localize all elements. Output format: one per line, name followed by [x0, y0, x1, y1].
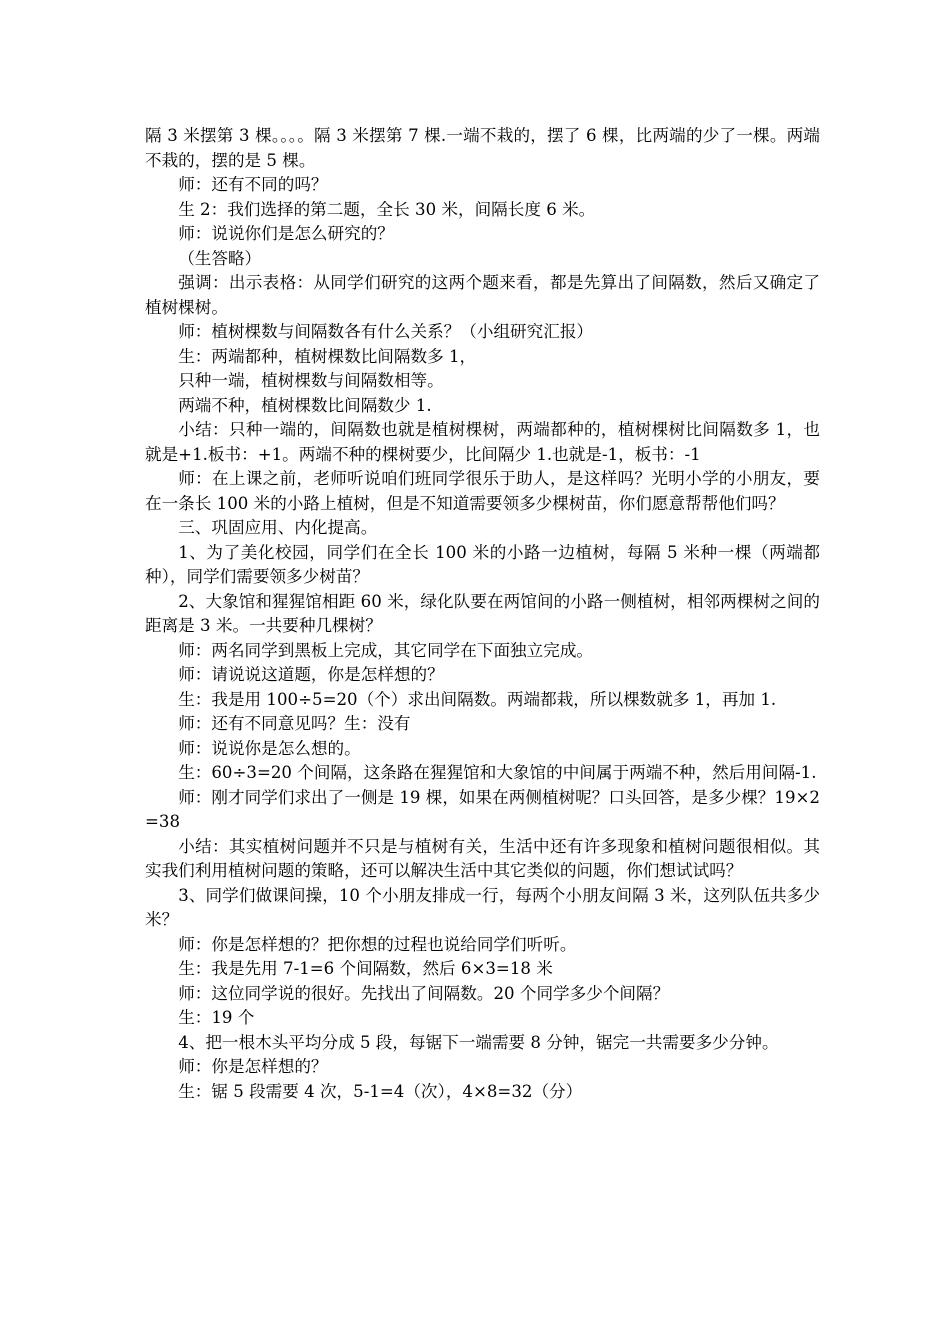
- paragraph: 师：刚才同学们求出了一侧是 19 棵，如果在两侧植树呢？口头回答，是多少棵？19×2=38: [145, 787, 820, 831]
- paragraph: 3、同学们做课间操，10 个小朋友排成一行，每两个小朋友间隔 3 米，这列队伍共多少米？: [145, 885, 820, 929]
- paragraph: 师：两名同学到黑板上完成，其它同学在下面独立完成。: [178, 640, 594, 660]
- paragraph: 生：19 个: [178, 1008, 255, 1027]
- document-body: [145, 124, 820, 1104]
- paragraph: 2、大象馆和猩猩馆相距 60 米，绿化队要在两馆间的小路一侧植树，相邻两棵树之间的距离是 3 米。一共要种几棵树？: [145, 591, 820, 635]
- paragraph: 师：请说说这道题，你是怎样想的？: [178, 665, 444, 684]
- paragraph: 强调：出示表格：从同学们研究的这两个题来看，都是先算出了间隔数，然后又确定了植树棵树。: [145, 273, 820, 317]
- paragraph: 师：说说你们是怎么研究的？: [178, 224, 394, 243]
- paragraph: 小结：只种一端的，间隔数也就是植树棵树，两端都种的，植树棵树比间隔数多 1，也就是+1.板书：+1。两端不种的棵树要少，比间隔少 1.也就是-1，板书：-1: [145, 420, 820, 464]
- paragraph: 师：这位同学说的很好。先找出了间隔数。20 个同学多少个间隔？: [178, 983, 670, 1003]
- paragraph: 生：60÷3=20 个间隔，这条路在猩猩馆和大象馆的中间属于两端不种，然后用间隔-1.: [178, 763, 817, 782]
- paragraph: 生：我是先用 7-1=6 个间隔数，然后 6×3=18 米: [178, 959, 553, 978]
- paragraph: 生 2：我们选择的第二题，全长 30 米，间隔长度 6 米。: [178, 199, 596, 219]
- paragraph: 生：锯 5 段需要 4 次，5-1=4（次），4×8=32（分）: [178, 1081, 583, 1101]
- paragraph: 师：还有不同意见吗？生：没有: [178, 714, 411, 733]
- paragraph: 师：说说你是怎么想的。: [178, 738, 361, 758]
- paragraph: 师：你是怎样想的？把你想的过程也说给同学们听听。: [178, 934, 577, 954]
- paragraph: 生：我是用 100÷5=20（个）求出间隔数。两端都栽，所以棵数就多 1，再加 1.: [178, 689, 777, 709]
- paragraph: 师：在上课之前，老师听说咱们班同学很乐于助人，是这样吗？光明小学的小朋友，要在一条长 100 米的小路上植树，但是不知道需要领多少棵树苗，你们愿意帮帮他们吗？: [145, 469, 820, 513]
- paragraph: 1、为了美化校园，同学们在全长 100 米的小路一边植树，每隔 5 米种一棵（两端都种），同学们需要领多少树苗？: [145, 542, 820, 586]
- paragraph: （生答略）: [178, 248, 262, 268]
- paragraph-continuation: 隔 3 米摆第 3 棵。。。。隔 3 米摆第 7 棵.一端不栽的，摆了 6 棵，比两端的少了一棵。两端不栽的，摆的是 5 棵。: [145, 126, 820, 170]
- section-heading: 三、巩固应用、内化提高。: [178, 518, 378, 537]
- paragraph: 只种一端，植树棵数与间隔数相等。: [178, 371, 444, 390]
- paragraph: 生：两端都种，植树棵数比间隔数多 1，: [178, 346, 477, 366]
- paragraph: 4、把一根木头平均分成 5 段，每锯下一端需要 8 分钟，锯完一共需要多少分钟。: [178, 1032, 779, 1052]
- paragraph: 师：植树棵数与间隔数各有什么关系？（小组研究汇报）: [178, 322, 594, 341]
- paragraph: 师：你是怎样想的？: [178, 1057, 328, 1076]
- paragraph: 师：还有不同的吗？: [178, 175, 328, 194]
- paragraph: 两端不种，植树棵数比间隔数少 1.: [178, 395, 432, 415]
- paragraph: 小结：其实植树问题并不只是与植树有关，生活中还有许多现象和植树问题很相似。其实我们利用植树问题的策略，还可以解决生活中其它类似的问题，你们想试试吗？: [145, 836, 820, 880]
